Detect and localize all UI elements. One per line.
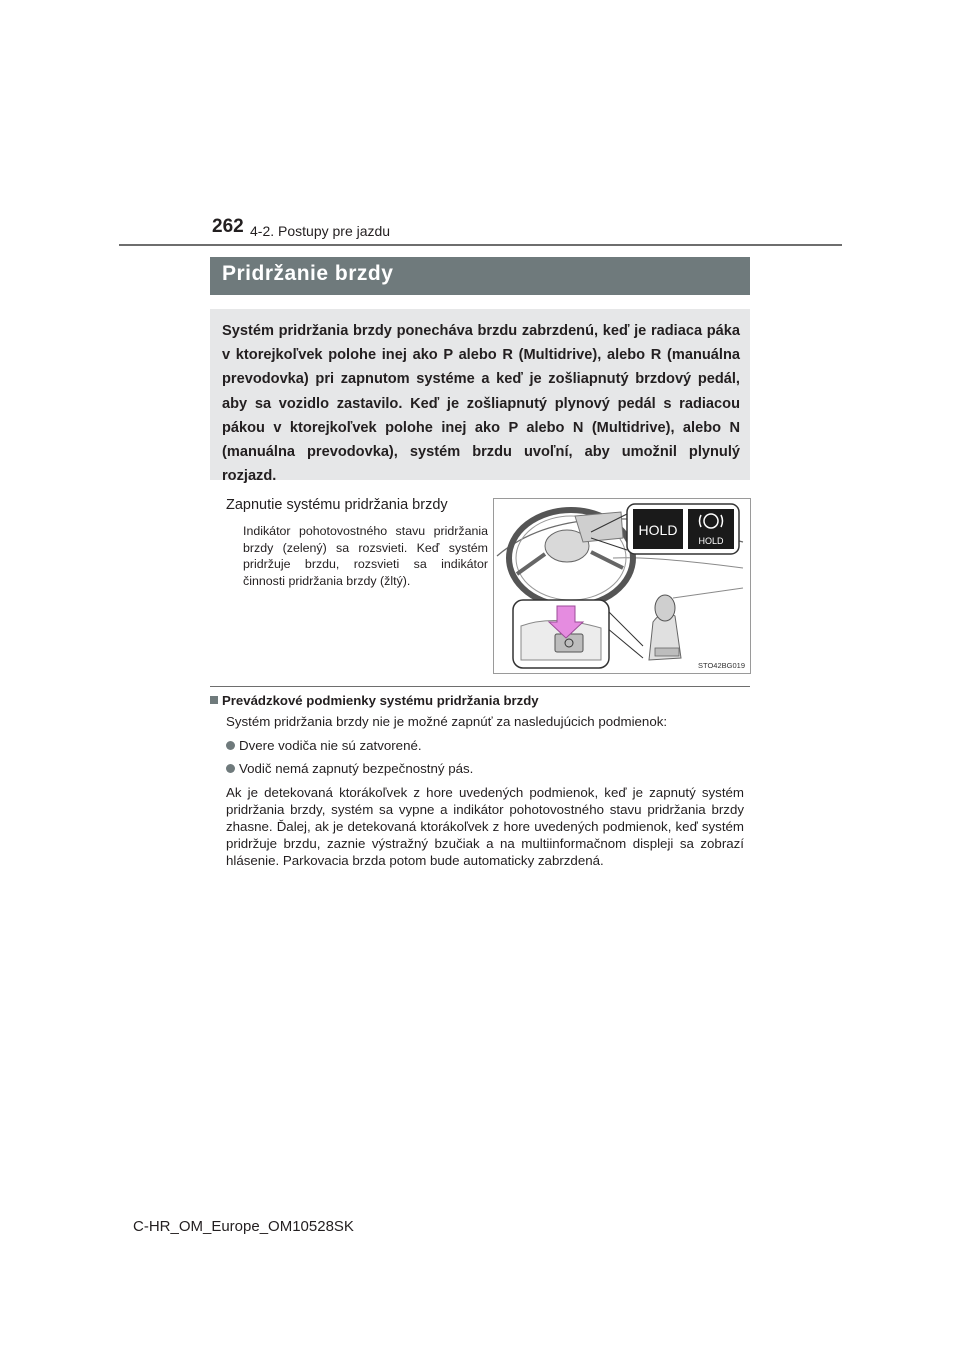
square-bullet-icon xyxy=(210,696,218,704)
round-bullet-icon xyxy=(226,741,235,750)
hold-standby-indicator: HOLD xyxy=(638,522,678,538)
list-item xyxy=(226,738,422,753)
header-divider xyxy=(119,244,842,246)
footer-code: C-HR_OM_Europe_OM10528SK xyxy=(133,1218,354,1235)
procedure-heading: Zapnutie systému pridržania brzdy xyxy=(226,497,448,513)
list-item-text: Dvere vodiča nie sú zatvorené. xyxy=(239,738,422,753)
page-number: 262 xyxy=(212,216,244,237)
page-title: Pridržanie brzdy xyxy=(222,262,394,285)
section-label: 4-2. Postupy pre jazdu xyxy=(250,223,391,239)
conditions-intro: Systém pridržania brzdy nie je možné zapnúť za nasledujúcich podmienok: xyxy=(226,714,668,729)
hold-active-indicator: HOLD xyxy=(698,536,724,546)
list-item xyxy=(226,761,473,776)
hold-system-illustration xyxy=(493,498,751,674)
image-code: STO42BG019 xyxy=(698,661,745,670)
intro-text: Systém pridržania brzdy ponecháva brzdu zabrzdenú, keď je radiaca páka v ktorejkoľvek polohe inej ako P alebo R (Multidrive), alebo R (manuálna prevodovka) pri zapnutom systéme a keď je zošliapnutý brzdový pedál, aby sa vozidlo zastavilo. Keď je zošliapnutý plynový pedál s radiacou pákou v ktorejkoľvek polohe inej ako P alebo N (Multidrive), alebo N (manuálna prevodovka), systém brzdu uvoľní, aby umožnil plynulý rozjazd. xyxy=(222,323,740,485)
round-bullet-icon xyxy=(226,764,235,773)
procedure-body: Indikátor pohotovostného stavu pridržania brzdy (zelený) sa rozsvieti. Keď systém pridržuje brzdu, rozsvieti sa indikátor činnosti pridržania brzdy (žltý). xyxy=(243,524,488,588)
section-divider xyxy=(210,686,750,687)
conditions-heading xyxy=(210,693,539,708)
intro-box xyxy=(210,309,750,485)
hold-switch-icon xyxy=(555,634,583,652)
conditions-heading-text: Prevádzkové podmienky systému pridržania brzdy xyxy=(222,693,539,708)
title-bar xyxy=(210,257,750,295)
conditions-note: Ak je detekovaná ktorákoľvek z hore uvedených podmienok, keď je zapnutý systém pridržania brzdy, systém sa vypne a indikátor pohotovostného stavu pridržania brzdy zhasne. Ďalej, ak je detekovaná ktorákoľvek z hore uvedených podmienok, keď systém pridržuje brzdu, zaznie výstražný bzučiak a na multiinformačnom displeji sa zobrazí hlásenie. Parkovacia brzda potom bude automaticky zabrzdená. xyxy=(226,785,744,868)
list-item-text: Vodič nemá zapnutý bezpečnostný pás. xyxy=(239,761,474,776)
